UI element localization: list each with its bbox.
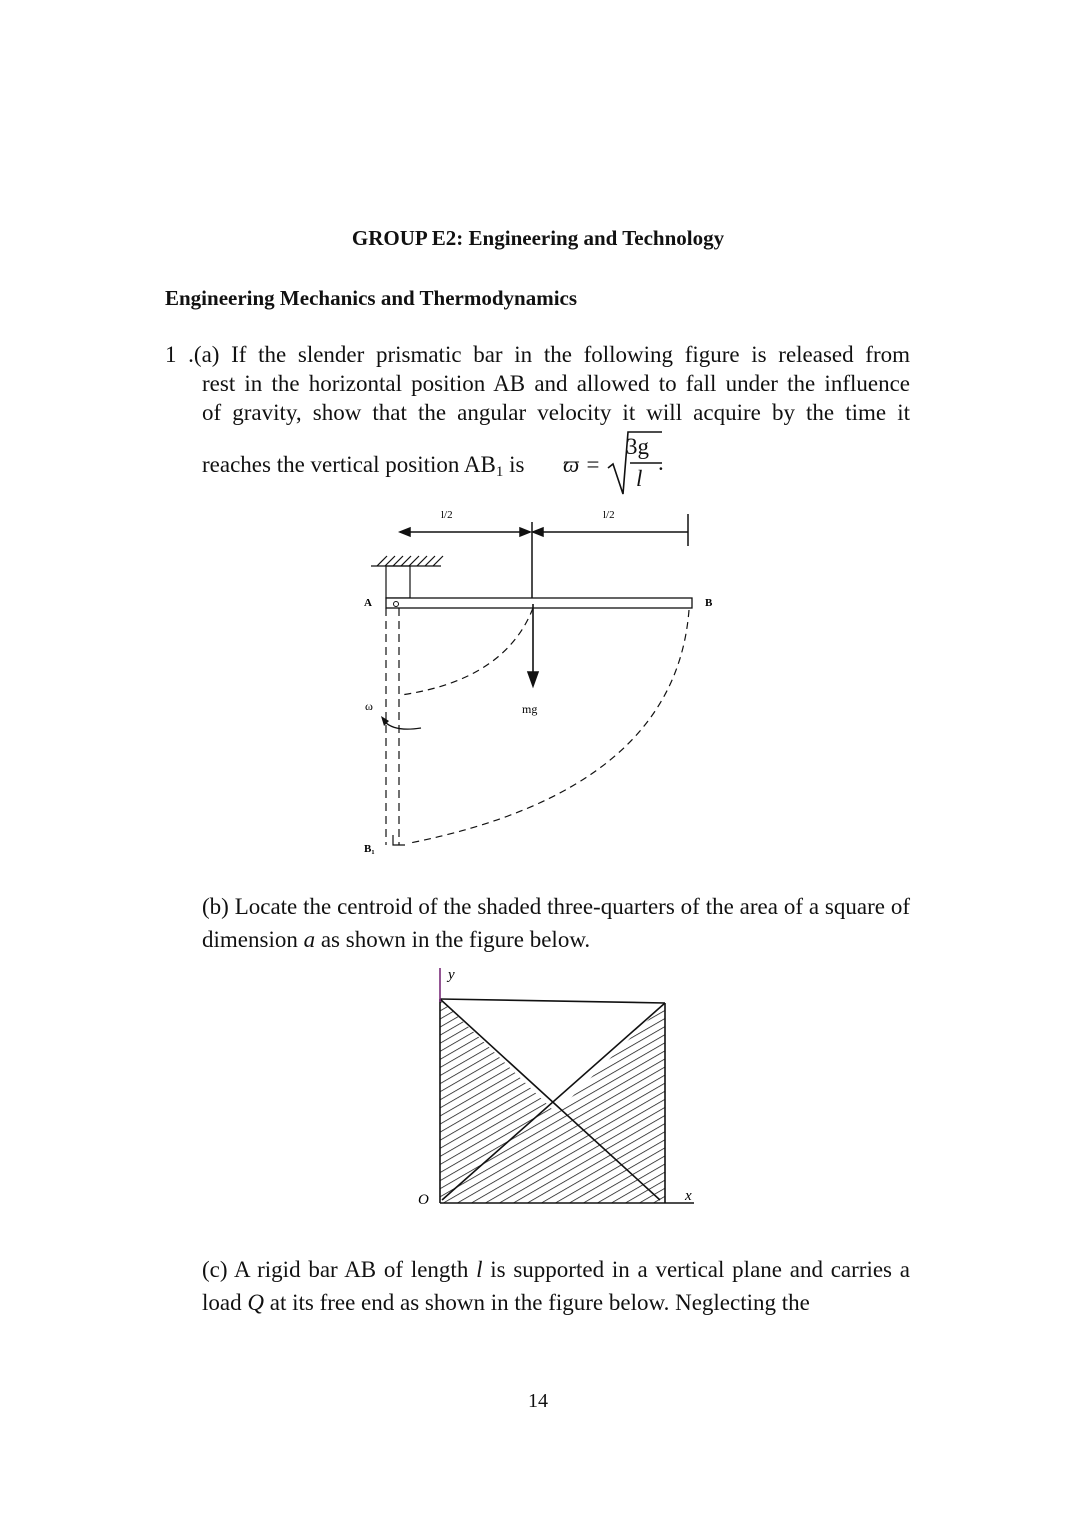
question-1a-line-2: rest in the horizontal position AB and allowed to fall under the influence (202, 371, 910, 396)
question-1b-end: as shown in the figure below. (315, 927, 591, 952)
question-1c-part-3: at its free end as shown in the figure below. Neglecting the (263, 1290, 810, 1315)
question-1b-var-a: a (303, 927, 316, 952)
question-1a-line-1 (165, 340, 910, 369)
centroid-square-figure (412, 962, 712, 1212)
label-b1: B₁ (364, 843, 375, 855)
question-1a-line-1-text: (a) If the slender prismatic bar in the following figure is released from (193, 342, 910, 367)
page-number: 14 (528, 1390, 548, 1412)
omega-arrow (385, 722, 421, 729)
question-number: 1 . (165, 342, 194, 367)
falling-bar-figure (355, 500, 725, 860)
last-line-subscript: 1 (495, 464, 504, 480)
weight-arrow (528, 604, 538, 686)
tip-arc (410, 610, 689, 843)
center-arc (401, 608, 533, 695)
label-omega: ω (365, 699, 373, 713)
section-title: Engineering Mechanics and Thermodynamics (165, 286, 578, 310)
label-x: x (685, 1188, 692, 1204)
question-1c-part-1: (c) A rigid bar AB of length (202, 1257, 477, 1282)
formula-denominator: l (636, 466, 643, 491)
ceiling-support (371, 556, 443, 598)
dimension-line (400, 514, 688, 600)
question-1c-var-q: Q (247, 1290, 264, 1315)
formula-numerator: 3g (626, 434, 649, 459)
question-1b-body: (b) Locate the centroid of the shaded three-quarters of the area of a square of dimension (202, 894, 910, 952)
last-line-is: is (503, 452, 531, 477)
question-1a-last-line (202, 452, 530, 481)
label-b: B (705, 597, 713, 609)
formula-lhs: ϖ = (563, 452, 601, 477)
dim-left-label: l/2 (441, 509, 453, 521)
question-1c-var-l: l (476, 1257, 483, 1282)
horizontal-bar-ab (386, 598, 692, 608)
formula-end: . (658, 450, 664, 475)
question-1b-text (202, 890, 910, 956)
label-origin: O (418, 1192, 429, 1208)
question-1a-text (165, 340, 910, 427)
label-a: A (364, 597, 372, 609)
last-line-prefix: reaches the vertical position AB (202, 452, 496, 477)
group-title: GROUP E2: Engineering and Technology (351, 226, 725, 250)
question-1a-line-3: of gravity, show that the angular velocity it will acquire by the time it (202, 400, 910, 425)
question-1c-text (202, 1253, 910, 1319)
label-mg: mg (522, 702, 538, 716)
label-y: y (448, 967, 455, 983)
question-1c-part-2: is supported in a vertical plane and carries a load (202, 1257, 910, 1315)
dim-right-label: l/2 (603, 509, 615, 521)
